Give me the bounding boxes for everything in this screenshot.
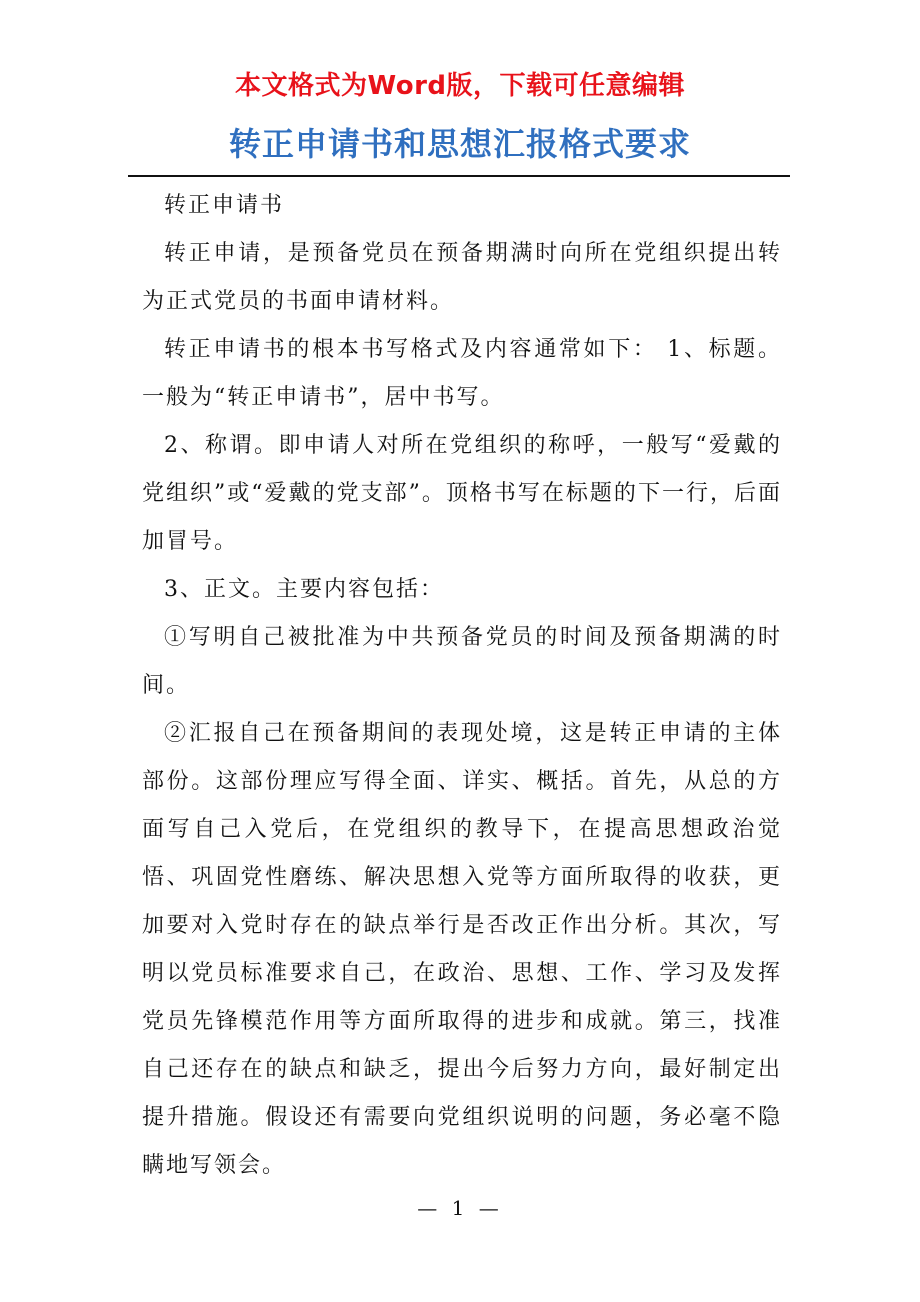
body-paragraph: 2、称谓。即申请人对所在党组织的称呼，一般写“爱戴的党组织”或“爱戴的党支部”。顶格书写在标题的下一行，后面加冒号。 <box>142 433 782 554</box>
body-paragraph: 转正申请，是预备党员在预备期满时向所在党组织提出转为正式党员的书面申请材料。 <box>142 241 782 314</box>
document-body <box>142 182 782 1190</box>
page-number: — 1 — <box>417 1196 503 1220</box>
body-paragraph: 转正申请书 <box>164 193 285 218</box>
body-paragraph: 转正申请书的根本书写格式及内容通常如下： 1、标题。一般为“转正申请书”，居中书写。 <box>142 337 782 410</box>
document-title: 转正申请书和思想汇报格式要求 <box>228 125 691 163</box>
body-paragraph: ①写明自己被批准为中共预备党员的时间及预备期满的时间。 <box>142 625 782 698</box>
body-paragraph: 3、正文。主要内容包括： <box>164 577 444 602</box>
body-paragraph: ②汇报自己在预备期间的表现处境，这是转正申请的主体部份。这部份理应写得全面、详实、概括。首先，从总的方面写自己入党后，在党组织的教导下，在提高思想政治觉悟、巩固党性磨练、解决思想入党等方面所取得的收获，更加要对入党时存在的缺点举行是否改正作出分析。其次，写明以党员标准要求自己，在政治、思想、工作、学习及发挥党员先锋模范作用等方面所取得的进步和成就。第三，找准自己还存在的缺点和缺乏，提出今后努力方向，最好制定出提升措施。假设还有需要向党组织说明的问题，务必毫不隐瞒地写领会。 <box>142 721 782 1178</box>
title-divider <box>128 175 790 177</box>
editable-notice-banner: 本文格式为Word版，下载可任意编辑 <box>234 71 686 101</box>
